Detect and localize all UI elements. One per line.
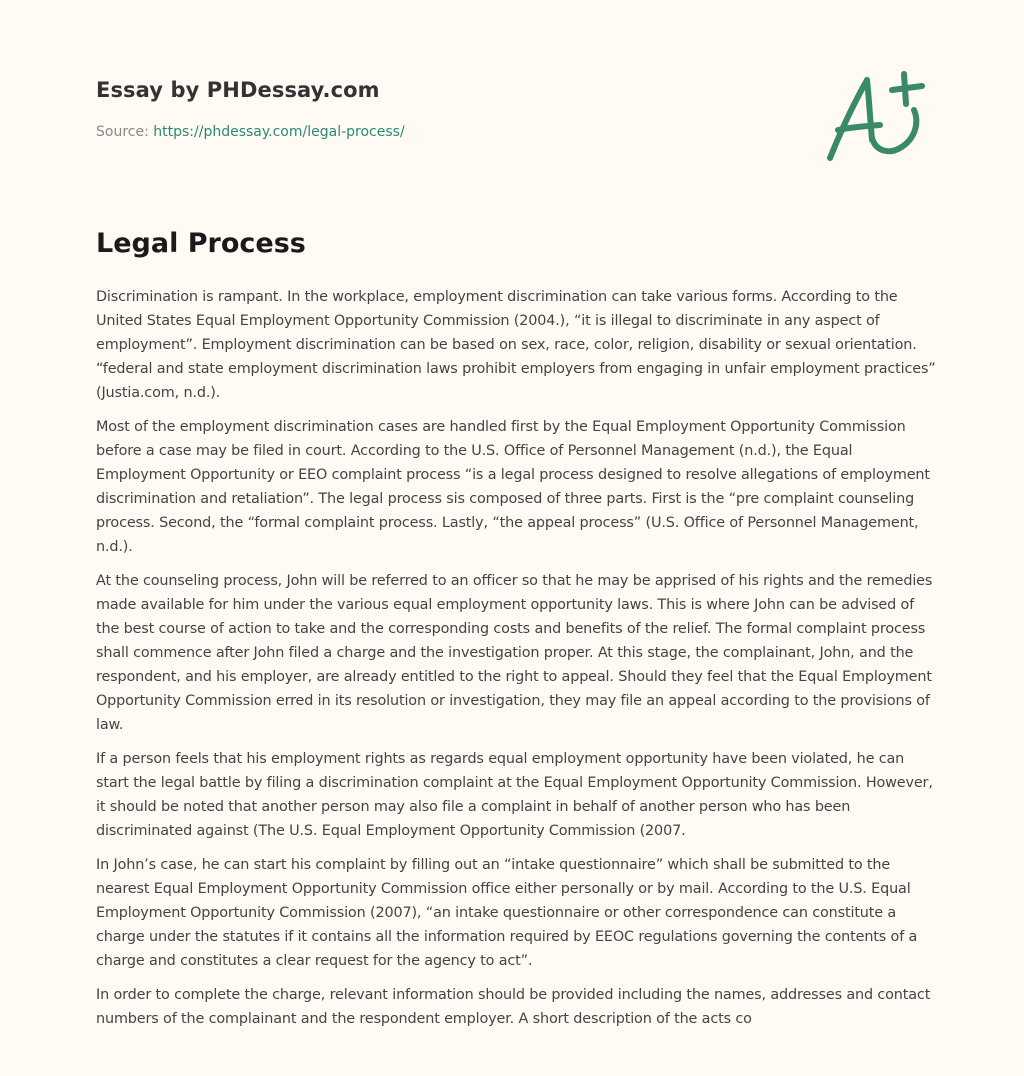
a-plus-grade-icon	[822, 68, 928, 164]
source-label: Source:	[96, 124, 154, 140]
source-link[interactable]: https://phdessay.com/legal-process/	[153, 124, 405, 140]
paragraph: If a person feels that his employment rights as regards equal employment opportunity have been violated, he can start the legal battle by filing a discrimination complaint at the Equal Employment Opportunity Commission. However, it should be noted that another person may also file a complaint in behalf of another person who has been discriminated against (The U.S. Equal Employment Opportunity Commission (2007.	[96, 751, 933, 839]
source-line	[96, 122, 796, 142]
article-body	[96, 285, 936, 1041]
paragraph: In John’s case, he can start his complaint by filling out an “intake questionnaire” which shall be submitted to the nearest Equal Employment Opportunity Commission office either personally or by mail. According to the U.S. Equal Employment Opportunity Commission (2007), “an intake questionnaire or other correspondence can constitute a charge under the statutes if it contains all the information required by EEOC regulations governing the contents of a charge and constitutes a clear request for the agency to act”.	[96, 857, 918, 969]
paragraph: Most of the employment discrimination cases are handled first by the Equal Employment Opportunity Commission before a case may be filed in court. According to the U.S. Office of Personnel Management (n.d.), the Equal Employment Opportunity or EEO complaint process “is a legal process designed to resolve allegations of employment discrimination and retaliation”. The legal process sis composed of three parts. First is the “pre complaint counseling process. Second, the “formal complaint process. Lastly, “the appeal process” (U.S. Office of Personnel Management, n.d.).	[96, 419, 930, 555]
site-title: Essay by PHDessay.com	[96, 78, 380, 102]
paragraph: In order to complete the charge, relevant information should be provided including the names, addresses and contact numbers of the complainant and the respondent employer. A short description of the acts co	[96, 987, 931, 1027]
essay-header	[96, 76, 796, 142]
paragraph: At the counseling process, John will be referred to an officer so that he may be apprised of his rights and the remedies made available for him under the various equal employment opportunity laws. This is where John can be advised of the best course of action to take and the corresponding costs and benefits of the relief. The formal complaint process shall commence after John filed a charge and the investigation proper. At this stage, the complainant, John, and the respondent, and his employer, are already entitled to the right to appeal. Should they feel that the Equal Employment Opportunity Commission erred in its resolution or investigation, they may file an appeal according to the provisions of law.	[96, 573, 933, 733]
article-title: Legal Process	[96, 228, 306, 259]
paragraph: Discrimination is rampant. In the workplace, employment discrimination can take various forms. According to the United States Equal Employment Opportunity Commission (2004.), “it is illegal to discriminate in any aspect of employment”. Employment discrimination can be based on sex, race, color, religion, disability or sexual orientation. “federal and state employment discrimination laws prohibit employers from engaging in unfair employment practices” (Justia.com, n.d.).	[96, 289, 936, 401]
